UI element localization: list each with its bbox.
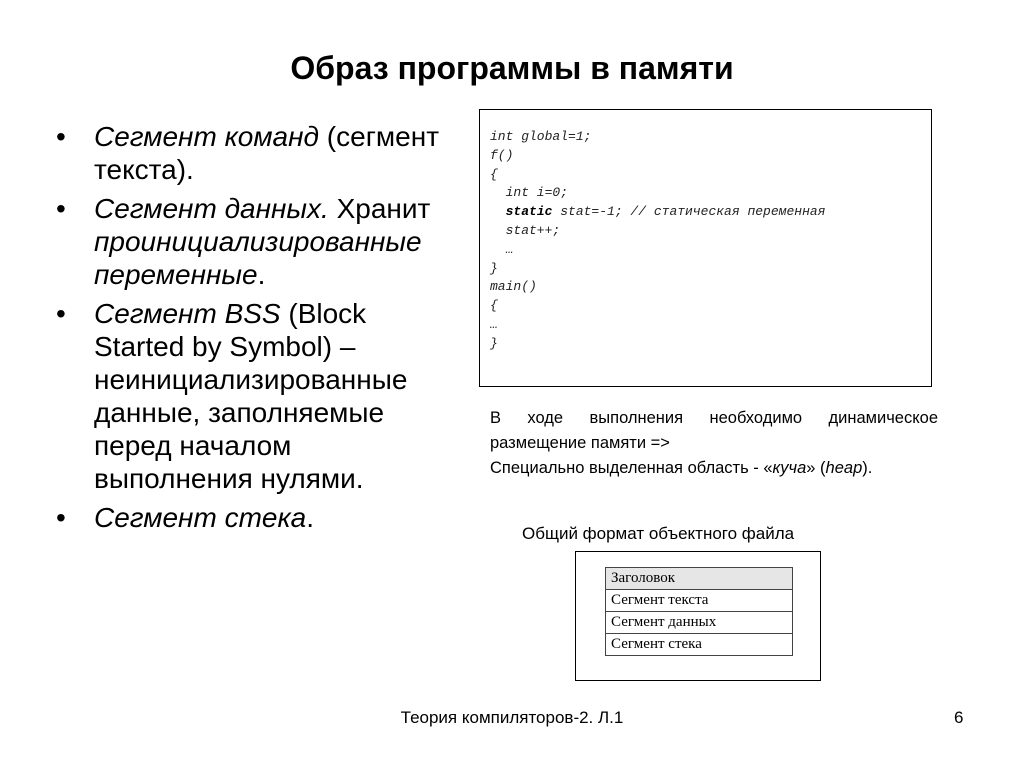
code-line: stat++; xyxy=(490,222,561,238)
note-text: ). xyxy=(862,459,873,477)
bullet-item-stack-segment xyxy=(52,501,452,534)
code-line: int i=0; xyxy=(490,185,569,201)
table-cell: Сегмент данных xyxy=(606,612,793,634)
bullet-list xyxy=(52,120,452,540)
bullet-text: (Block Started by Symbol) – неинициализированные данные, заполняемые перед началом выполнения нулями. xyxy=(94,298,408,494)
bullet-end: . xyxy=(257,259,266,290)
bullet-text: Хранит xyxy=(328,193,431,224)
note-term-heap-ru: куча xyxy=(772,459,807,477)
table-row xyxy=(606,612,793,634)
bullet-dot-icon: • xyxy=(56,193,66,224)
table-cell: Сегмент стека xyxy=(606,634,793,656)
bullet-lead: Сегмент команд xyxy=(94,121,320,152)
table-cell: Заголовок xyxy=(606,568,793,590)
code-line: { xyxy=(490,298,498,314)
table-row xyxy=(606,634,793,656)
code-keyword: static xyxy=(505,204,553,220)
bullet-dot-icon: • xyxy=(56,502,66,533)
code-text: stat=-1; // статическая переменная xyxy=(552,204,826,220)
bullet-item-data-segment xyxy=(52,192,452,291)
bullet-dot-icon: • xyxy=(56,121,66,152)
bullet-lead: Сегмент данных. xyxy=(94,193,329,224)
bullet-text: (сегмент текста). xyxy=(94,121,440,185)
code-line: … xyxy=(490,241,514,257)
code-indent xyxy=(490,204,506,219)
code-example-box xyxy=(479,109,932,387)
object-format-table xyxy=(605,567,793,656)
table-row xyxy=(606,590,793,612)
bullet-term: проинициализированные переменные xyxy=(94,226,422,290)
bullet-item-code-segment xyxy=(52,120,452,186)
code-line: } xyxy=(490,335,498,351)
bullet-item-bss-segment xyxy=(52,297,452,495)
heap-note xyxy=(490,406,938,481)
page-number: 6 xyxy=(954,708,964,727)
bullet-lead: Сегмент BSS xyxy=(94,298,281,329)
note-line-heap xyxy=(490,456,938,481)
code-line: { xyxy=(490,166,498,182)
code-line-static xyxy=(490,203,931,222)
note-term-heap-en: heap xyxy=(825,459,863,477)
code-line: } xyxy=(490,260,498,276)
code-line: main() xyxy=(490,279,537,295)
code-line: f() xyxy=(490,147,514,163)
object-format-box xyxy=(575,551,821,681)
footer-text: Теория компиляторов-2. Л.1 xyxy=(400,708,624,727)
note-text: Специально выделенная область - « xyxy=(490,459,773,477)
table-row xyxy=(606,568,793,590)
note-line: В ходе выполнения необходимо динамическое размещение памяти => xyxy=(490,409,938,452)
slide-title: Образ программы в памяти xyxy=(290,50,734,86)
bullet-end: . xyxy=(306,502,315,533)
bullet-dot-icon: • xyxy=(56,298,66,329)
note-text: » ( xyxy=(806,459,826,477)
object-format-title: Общий формат объектного файла xyxy=(522,524,795,543)
code-line: int global=1; xyxy=(490,129,592,144)
code-line: … xyxy=(490,316,498,332)
table-cell: Сегмент текста xyxy=(606,590,793,612)
bullet-lead: Сегмент стека xyxy=(94,502,307,533)
